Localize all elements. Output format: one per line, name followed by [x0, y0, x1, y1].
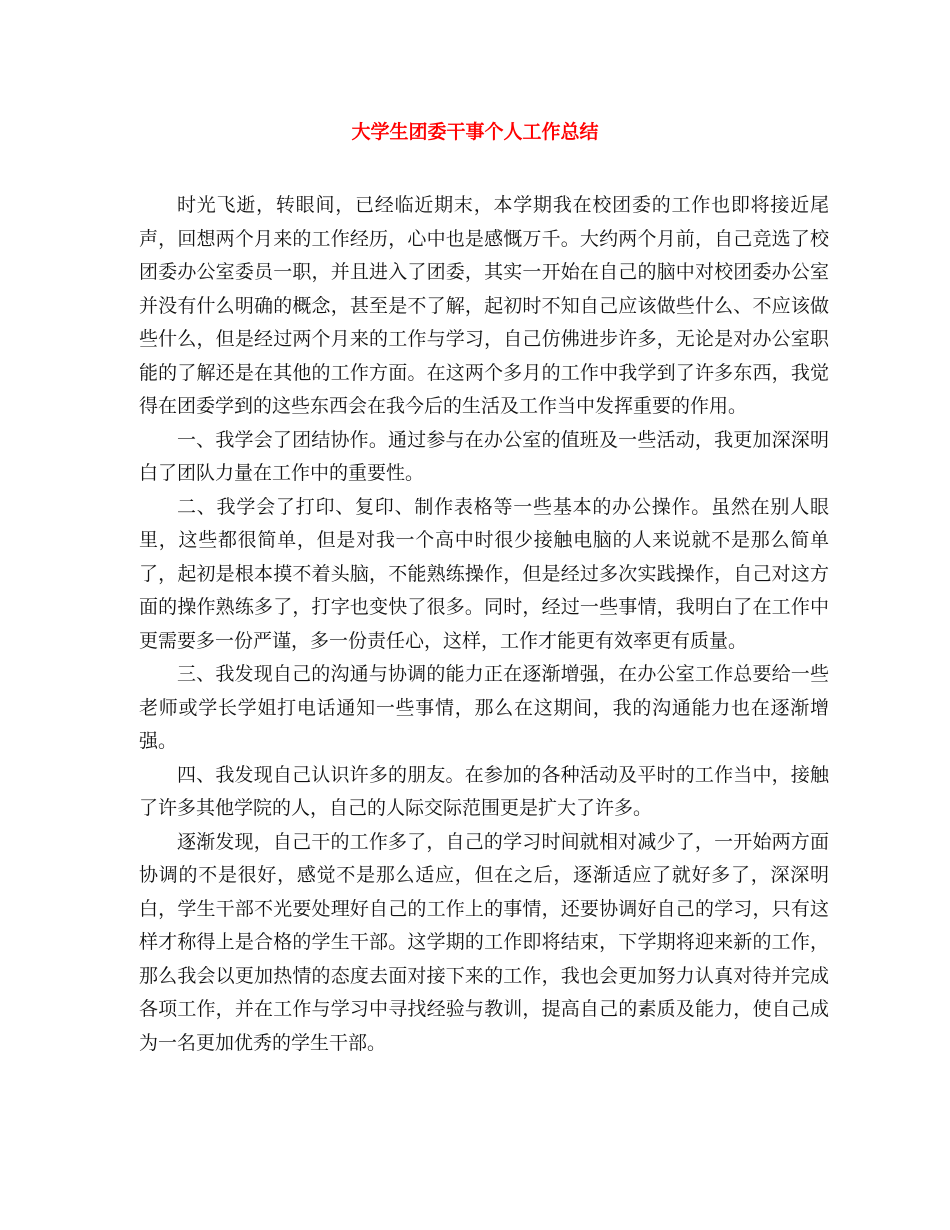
paragraph-point-2: 二、我学会了打印、复印、制作表格等一些基本的办公操作。虽然在别人眼里，这些都很简单，但是对我一个高中时很少接触电脑的人来说就不是那么简单了，起初是根本摸不着头脑，不能熟练操作，但是经过多次实践操作，自己对这方面的操作熟练多了，打字也变快了很多。同时，经过一些事情，我明白了在工作中更需要多一份严谨，多一份责任心，这样，工作才能更有效率更有质量。	[139, 495, 829, 652]
paragraph-point-4: 四、我发现自己认识许多的朋友。在参加的各种活动及平时的工作当中，接触了许多其他学院的人，自己的人际交际范围更是扩大了许多。	[139, 763, 829, 819]
paragraph-point-1: 一、我学会了团结协作。通过参与在办公室的值班及一些活动，我更加深深明白了团队力量在工作中的重要性。	[139, 428, 829, 484]
document-title: 大学生团委干事个人工作总结	[351, 121, 599, 143]
document-body	[139, 189, 829, 1060]
paragraph-conclusion: 逐渐发现，自己干的工作多了，自己的学习时间就相对减少了，一开始两方面协调的不是很好，感觉不是那么适应，但在之后，逐渐适应了就好多了，深深明白，学生干部不光要处理好自己的工作上的事情，还要协调好自己的学习，只有这样才称得上是合格的学生干部。这学期的工作即将结束，下学期将迎来新的工作，那么我会以更加热情的态度去面对接下来的工作，我也会更加努力认真对待并完成各项工作，并在工作与学习中寻找经验与教训，提高自己的素质及能力，使自己成为一名更加优秀的学生干部。	[139, 830, 829, 1054]
paragraph-intro: 时光飞逝，转眼间，已经临近期末，本学期我在校团委的工作也即将接近尾声，回想两个月来的工作经历，心中也是感慨万千。大约两个月前，自己竞选了校团委办公室委员一职，并且进入了团委，其实一开始在自己的脑中对校团委办公室并没有什么明确的概念，甚至是不了解，起初时不知自己应该做些什么、不应该做些什么，但是经过两个月来的工作与学习，自己仿佛进步许多，无论是对办公室职能的了解还是在其他的工作方面。在这两个多月的工作中我学到了许多东西，我觉得在团委学到的这些东西会在我今后的生活及工作当中发挥重要的作用。	[139, 194, 829, 417]
paragraph-point-3: 三、我发现自己的沟通与协调的能力正在逐渐增强，在办公室工作总要给一些老师或学长学姐打电话通知一些事情，那么在这期间，我的沟通能力也在逐渐增强。	[139, 663, 829, 752]
